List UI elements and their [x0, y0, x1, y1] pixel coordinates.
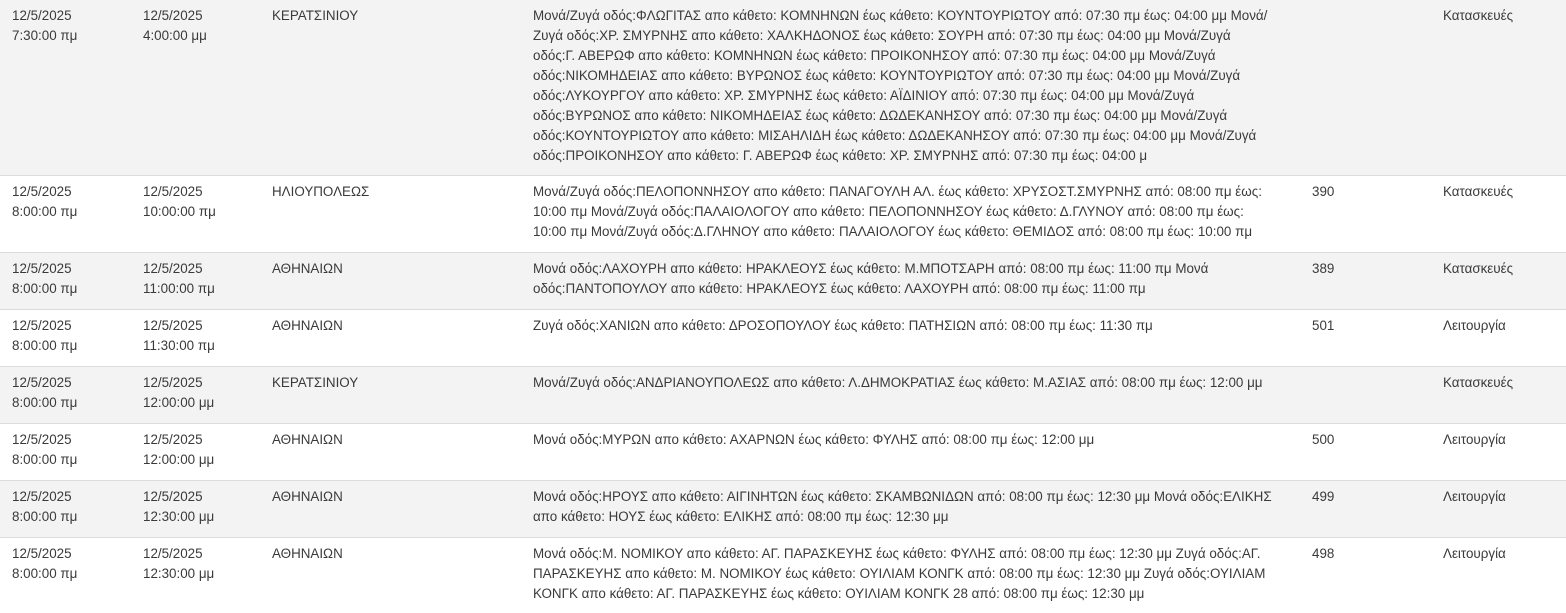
area-cell: ΑΘΗΝΑΙΩΝ — [272, 261, 343, 276]
area-cell: ΚΕΡΑΤΣΙΝΙΟΥ — [272, 375, 359, 390]
start-date: 12/5/2025 — [12, 184, 72, 199]
area-cell: ΗΛΙΟΥΠΟΛΕΩΣ — [272, 184, 370, 199]
table-row — [0, 176, 1566, 253]
description-line: Μονά οδός:ΛΑΧΟΥΡΗ απο κάθετο: ΗΡΑΚΛΕΟΥΣ έως κάθετο: Μ.ΜΠΟΤΣΑΡΗ από: 08:00 πμ έως: 11:00 πμ Μονά — [533, 261, 1209, 276]
description-cell — [533, 544, 1265, 604]
description-line: Μονά οδός:ΗΡΟΥΣ απο κάθετο: ΑΙΓΙΝΗΤΩΝ έως κάθετο: ΣΚΑΜΒΩΝΙΔΩΝ από: 08:00 πμ έως: 12:30 μμ Μονά οδός:ΕΛΙΚΗΣ — [533, 489, 1272, 504]
start-date: 12/5/2025 — [12, 261, 72, 276]
number-cell: 499 — [1312, 489, 1335, 504]
start-datetime-cell — [12, 182, 77, 222]
table-row — [0, 253, 1566, 310]
start-date: 12/5/2025 — [12, 375, 72, 390]
table-row — [0, 424, 1566, 481]
table-row — [0, 310, 1566, 367]
end-time: 11:30:00 πμ — [143, 338, 215, 353]
start-date: 12/5/2025 — [12, 432, 72, 447]
end-date: 12/5/2025 — [143, 432, 203, 447]
area-cell: ΑΘΗΝΑΙΩΝ — [272, 318, 343, 333]
end-date: 12/5/2025 — [143, 184, 203, 199]
number-cell: 501 — [1312, 318, 1335, 333]
end-time: 10:00:00 πμ — [143, 204, 216, 219]
end-time: 4:00:00 μμ — [143, 28, 207, 43]
description-cell — [533, 487, 1272, 527]
description-cell — [533, 259, 1208, 299]
description-line: Ζυγά οδός:ΧΡ. ΣΜΥΡΝΗΣ απο κάθετο: ΧΑΛΚΗΔΟΝΟΣ έως κάθετο: ΣΟΥΡΗ από: 07:30 πμ έως: 04:00 μμ Μονά/Ζυγά — [533, 28, 1231, 43]
description-line: οδός:ΚΟΥΝΤΟΥΡΙΩΤΟΥ απο κάθετο: ΜΙΣΑΗΛΙΔΗ έως κάθετο: ΔΩΔΕΚΑΝΗΣΟΥ από: 07:30 πμ έως: 04:00 μμ Μονά/Ζυγά — [533, 128, 1257, 143]
description-line: 10:00 πμ Μονά/Ζυγά οδός:ΠΑΛΑΙΟΛΟΓΟΥ απο κάθετο: ΠΕΛΟΠΟΝΝΗΣΟΥ έως κάθετο: Δ.ΓΛΥΝΟΥ από: 08:00 πμ έως: — [533, 204, 1244, 219]
description-cell — [533, 316, 1153, 336]
area-cell: ΑΘΗΝΑΙΩΝ — [272, 432, 343, 447]
table-row — [0, 367, 1566, 424]
start-datetime-cell — [12, 487, 77, 527]
description-line: οδός:ΒΥΡΩΝΟΣ απο κάθετο: ΝΙΚΟΜΗΔΕΙΑΣ έως κάθετο: ΔΩΔΕΚΑΝΗΣΟΥ από: 07:30 πμ έως: 04:00 μμ Μονά/Ζυγά — [533, 108, 1228, 123]
end-time: 12:30:00 μμ — [143, 509, 215, 524]
type-cell: Λειτουργία — [1443, 546, 1506, 561]
end-datetime-cell — [143, 430, 214, 470]
end-date: 12/5/2025 — [143, 8, 203, 23]
end-date: 12/5/2025 — [143, 318, 203, 333]
end-datetime-cell — [143, 259, 215, 299]
end-datetime-cell — [143, 316, 215, 356]
description-line: Μονά/Ζυγά οδός:ΠΕΛΟΠΟΝΝΗΣΟΥ απο κάθετο: ΠΑΝΑΓΟΥΛΗ ΑΛ. έως κάθετο: ΧΡΥΣΟΣΤ.ΣΜΥΡΝΗΣ από: 08:00 πμ έως: — [533, 184, 1262, 199]
start-date: 12/5/2025 — [12, 489, 72, 504]
number-cell: 389 — [1312, 261, 1335, 276]
start-time: 7:30:00 πμ — [12, 28, 78, 43]
end-time: 12:30:00 μμ — [143, 566, 215, 581]
start-datetime-cell — [12, 316, 77, 356]
description-line: οδός:ΠΑΝΤΟΠΟΥΛΟΥ απο κάθετο: ΗΡΑΚΛΕΟΥΣ έως κάθετο: ΛΑΧΟΥΡΗ από: 08:00 πμ έως: 11:00 πμ — [533, 281, 1146, 296]
description-cell — [533, 182, 1262, 242]
description-line: οδός:ΠΡΟΙΚΟΝΗΣΟΥ απο κάθετο: Γ. ΑΒΕΡΩΦ έως κάθετο: ΧΡ. ΣΜΥΡΝΗΣ από: 07:30 πμ έως: 04:00 μ — [533, 148, 1148, 163]
end-date: 12/5/2025 — [143, 546, 203, 561]
start-time: 8:00:00 πμ — [12, 204, 78, 219]
description-cell — [533, 430, 1094, 450]
area-cell: ΑΘΗΝΑΙΩΝ — [272, 546, 343, 561]
end-date: 12/5/2025 — [143, 261, 203, 276]
end-datetime-cell — [143, 182, 216, 222]
start-datetime-cell — [12, 373, 77, 413]
start-time: 8:00:00 πμ — [12, 281, 78, 296]
number-cell: 498 — [1312, 546, 1335, 561]
description-line: ΚΟΝΓΚ απο κάθετο: ΑΓ. ΠΑΡΑΣΚΕΥΗΣ έως κάθετο: ΟΥΙΛΙΑΜ ΚΟΝΓΚ 28 από: 08:00 πμ έως: 12:30 μμ — [533, 586, 1145, 601]
area-cell: ΑΘΗΝΑΙΩΝ — [272, 489, 343, 504]
type-cell: Λειτουργία — [1443, 318, 1506, 333]
description-cell — [533, 373, 1263, 393]
description-line: ΠΑΡΑΣΚΕΥΗΣ απο κάθετο: Μ. ΝΟΜΙΚΟΥ έως κάθετο: ΟΥΙΛΙΑΜ ΚΟΝΓΚ από: 08:00 πμ έως: 12:30 μμ Ζυγά οδός:ΟΥΙΛΙΑΜ — [533, 566, 1266, 581]
end-datetime-cell — [143, 6, 207, 46]
end-date: 12/5/2025 — [143, 489, 203, 504]
description-line: 10:00 πμ Μονά/Ζυγά οδός:Δ.ΓΛΗΝΟΥ απο κάθετο: ΠΑΛΑΙΟΛΟΓΟΥ έως κάθετο: ΘΕΜΙΔΟΣ από: 08:00 πμ έως: 10:00 πμ — [533, 224, 1253, 239]
description-line: απο κάθετο: ΗΟΥΣ έως κάθετο: ΕΛΙΚΗΣ από: 08:00 πμ έως: 12:30 μμ — [533, 509, 949, 524]
start-date: 12/5/2025 — [12, 546, 72, 561]
type-cell: Λειτουργία — [1443, 432, 1506, 447]
number-cell: 390 — [1312, 184, 1335, 199]
start-time: 8:00:00 πμ — [12, 395, 78, 410]
end-time: 12:00:00 μμ — [143, 395, 215, 410]
start-time: 8:00:00 πμ — [12, 509, 78, 524]
number-cell: 500 — [1312, 432, 1335, 447]
description-line: Μονά οδός:ΜΥΡΩΝ απο κάθετο: ΑΧΑΡΝΩΝ έως κάθετο: ΦΥΛΗΣ από: 08:00 πμ έως: 12:00 μμ — [533, 432, 1095, 447]
type-cell: Κατασκευές — [1443, 261, 1514, 276]
end-date: 12/5/2025 — [143, 375, 203, 390]
description-line: Μονά οδός:Μ. ΝΟΜΙΚΟΥ απο κάθετο: ΑΓ. ΠΑΡΑΣΚΕΥΗΣ έως κάθετο: ΦΥΛΗΣ από: 08:00 πμ έως: 12:30 μμ Ζυγά οδός:ΑΓ. — [533, 546, 1261, 561]
end-time: 11:00:00 πμ — [143, 281, 215, 296]
start-date: 12/5/2025 — [12, 8, 72, 23]
type-cell: Κατασκευές — [1443, 375, 1514, 390]
description-line: Μονά/Ζυγά οδός:ΦΛΩΓΙΤΑΣ απο κάθετο: ΚΟΜΝΗΝΩΝ έως κάθετο: ΚΟΥΝΤΟΥΡΙΩΤΟΥ από: 07:30 πμ έως: 04:00 μμ Μονά/ — [533, 8, 1268, 23]
start-datetime-cell — [12, 544, 77, 584]
end-datetime-cell — [143, 487, 214, 527]
start-datetime-cell — [12, 259, 77, 299]
table-row — [0, 538, 1566, 613]
description-line: Ζυγά οδός:ΧΑΝΙΩΝ απο κάθετο: ΔΡΟΣΟΠΟΥΛΟΥ έως κάθετο: ΠΑΤΗΣΙΩΝ από: 08:00 πμ έως: 11:30 πμ — [533, 318, 1153, 333]
type-cell: Κατασκευές — [1443, 8, 1514, 23]
type-cell: Λειτουργία — [1443, 489, 1506, 504]
start-time: 8:00:00 πμ — [12, 338, 78, 353]
start-time: 8:00:00 πμ — [12, 452, 78, 467]
table-row — [0, 0, 1566, 176]
end-datetime-cell — [143, 373, 214, 413]
start-date: 12/5/2025 — [12, 318, 72, 333]
table-row — [0, 481, 1566, 538]
description-line: οδός:ΝΙΚΟΜΗΔΕΙΑΣ απο κάθετο: ΒΥΡΩΝΟΣ έως κάθετο: ΚΟΥΝΤΟΥΡΙΩΤΟΥ από: 07:30 πμ έως: 04:00 μμ Μονά/Ζυγά — [533, 68, 1241, 83]
start-time: 8:00:00 πμ — [12, 566, 78, 581]
start-datetime-cell — [12, 430, 77, 470]
end-time: 12:00:00 μμ — [143, 452, 215, 467]
description-line: οδός:ΛΥΚΟΥΡΓΟΥ απο κάθετο: ΧΡ. ΣΜΥΡΝΗΣ έως κάθετο: ΑΪΔΙΝΙΟΥ από: 07:30 πμ έως: 04:00 μμ Μονά/Ζυγά — [533, 88, 1195, 103]
area-cell: ΚΕΡΑΤΣΙΝΙΟΥ — [272, 8, 359, 23]
end-datetime-cell — [143, 544, 214, 584]
description-cell — [533, 6, 1267, 166]
description-line: οδός:Γ. ΑΒΕΡΩΦ απο κάθετο: ΚΟΜΝΗΝΩΝ έως κάθετο: ΠΡΟΙΚΟΝΗΣΟΥ από: 07:30 πμ έως: 04:00 μμ Μονά/Ζυγά — [533, 48, 1216, 63]
type-cell: Κατασκευές — [1443, 184, 1514, 199]
description-line: Μονά/Ζυγά οδός:ΑΝΔΡΙΑΝΟΥΠΟΛΕΩΣ απο κάθετο: Λ.ΔΗΜΟΚΡΑΤΙΑΣ έως κάθετο: Μ.ΑΣΙΑΣ από: 08:00 πμ έως: 12:00 μμ — [533, 375, 1263, 390]
start-datetime-cell — [12, 6, 77, 46]
